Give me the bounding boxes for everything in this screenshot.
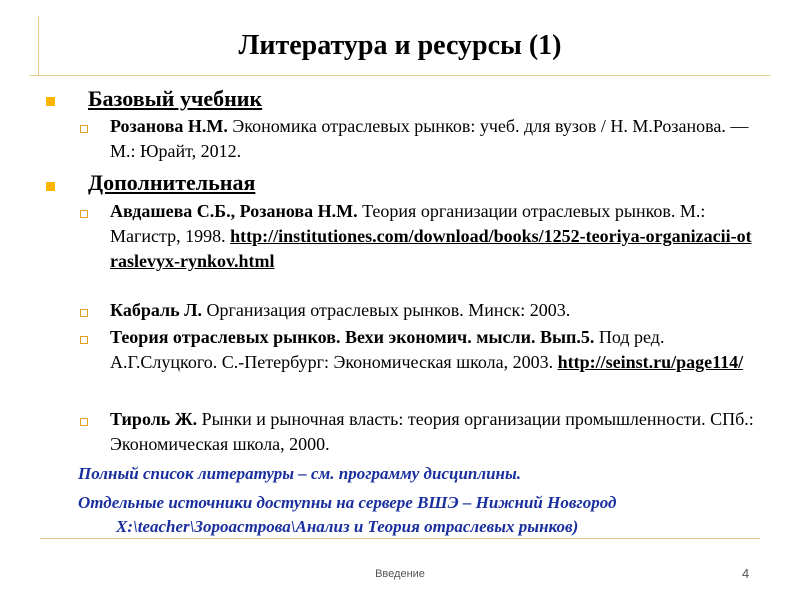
slide-title: Литература и ресурсы (1): [238, 30, 562, 61]
item-text: Организация отраслевых рынков. Минск: 2003.: [202, 300, 571, 320]
item-text: Теория организации отраслевых рынков. М.: Магистр, 1998.: [110, 201, 706, 246]
section-bullet-icon: [46, 97, 55, 106]
item-text: Рынки и рыночная власть: теория организации промышленности. СПб.: Экономическая школа, 2000.: [110, 409, 754, 454]
item-bullet-icon: [80, 309, 88, 317]
item-bullet-icon: [80, 418, 88, 426]
list-item: [110, 407, 755, 457]
server-note: [78, 491, 778, 539]
full-list-note: Полный список литературы – см. программу дисциплины.: [78, 464, 522, 483]
list-item: [110, 325, 755, 375]
section-heading-basic: Базовый учебник: [88, 86, 263, 111]
server-note-line1: Отдельные источники доступны на сервере ВШЭ – Нижний Новгород: [78, 493, 617, 512]
item-author: Кабраль Л.: [110, 300, 203, 320]
list-item: [110, 298, 755, 323]
item-author: Авдашева С.Б., Розанова Н.М.: [110, 201, 358, 221]
page-number: 4: [742, 566, 750, 581]
footer-text: Введение: [375, 568, 425, 580]
item-author: Розанова Н.М.: [110, 116, 228, 136]
item-text: Под ред. А.Г.Слуцкого. С.-Петербург: Экономическая школа, 2003.: [110, 327, 665, 372]
decor-top-line: [30, 75, 770, 76]
item-author: Тироль Ж.: [110, 409, 198, 429]
section-heading-additional: Дополнительная: [88, 170, 256, 195]
item-bullet-icon: [80, 125, 88, 133]
book-link[interactable]: http://institutiones.com/download/books/1252-teoriya-organizacii-otraslevyx-rynkov.html: [110, 226, 752, 271]
section-bullet-icon: [46, 182, 55, 191]
item-text: Экономика отраслевых рынков: учеб. для вузов / Н. М.Розанова. — М.: Юрайт, 2012.: [110, 116, 749, 161]
list-item: [110, 114, 755, 164]
item-bullet-icon: [80, 210, 88, 218]
item-bullet-icon: [80, 336, 88, 344]
decor-bottom-line: [40, 538, 760, 539]
list-item: [110, 199, 755, 274]
seinst-link[interactable]: http://seinst.ru/page114/: [557, 352, 744, 372]
item-author: Теория отраслевых рынков. Вехи экономич. мысли. Вып.5.: [110, 327, 595, 347]
server-note-line2: X:\teacher\Зороастрова\Анализ и Теория отраслевых рынков): [116, 517, 579, 536]
